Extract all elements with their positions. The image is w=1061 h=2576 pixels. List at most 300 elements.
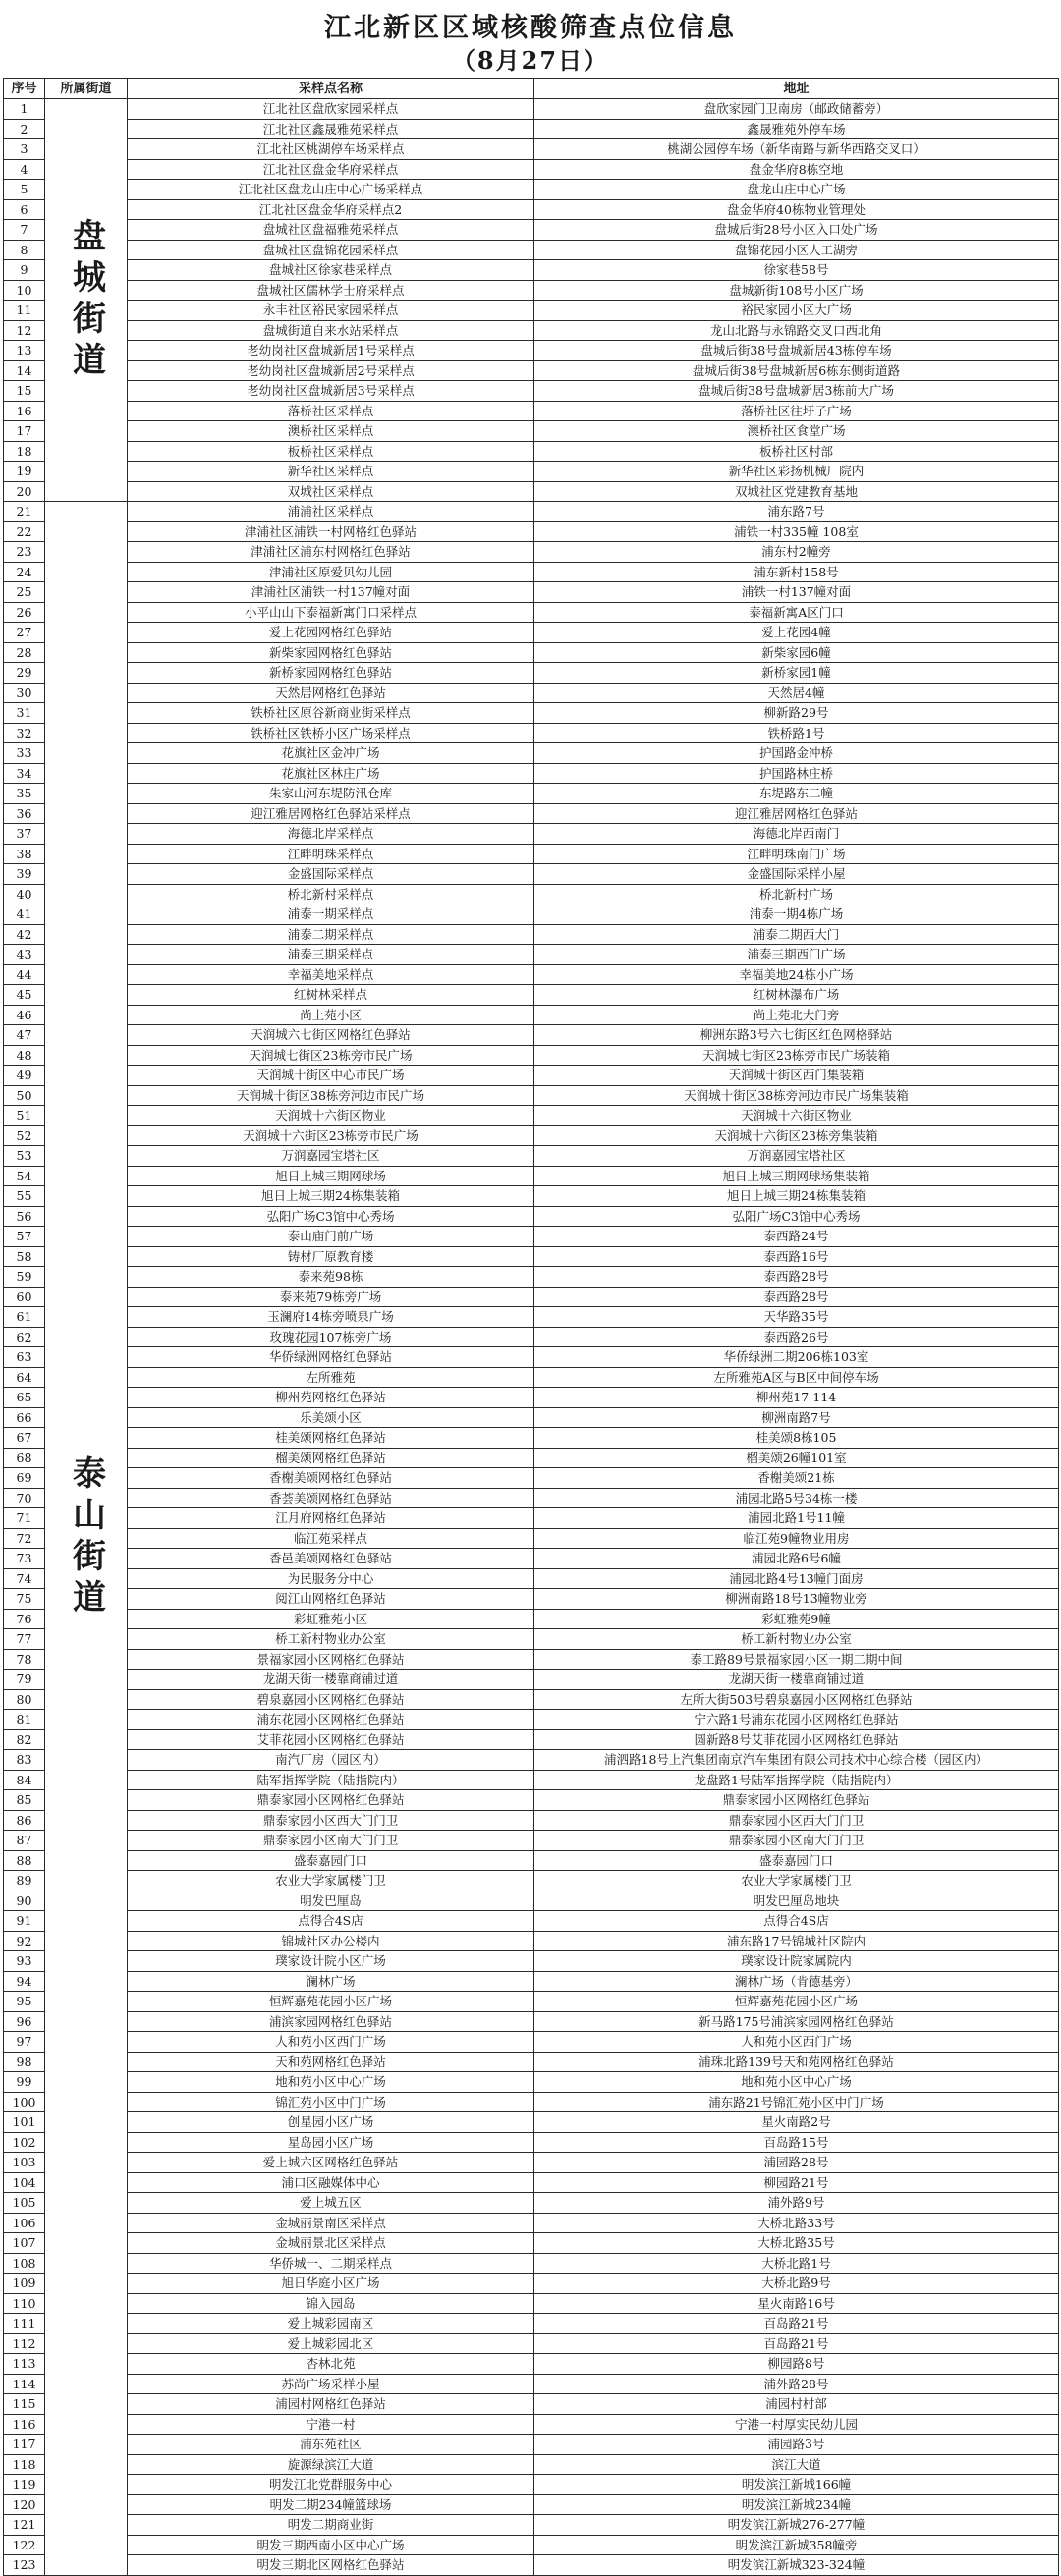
site-address: 浦园路3号 bbox=[534, 2435, 1059, 2455]
table-row bbox=[4, 1066, 1059, 1086]
site-address: 泰西路24号 bbox=[534, 1227, 1059, 1247]
site-address: 浦珠北路139号天和苑网格红色驿站 bbox=[534, 2052, 1059, 2072]
table-row bbox=[4, 784, 1059, 804]
site-name: 迎江雅居网格红色驿站采样点 bbox=[128, 803, 534, 824]
site-address: 明发滨江新城166幢 bbox=[534, 2475, 1059, 2495]
site-address: 浦铁一村335幢 108室 bbox=[534, 521, 1059, 542]
row-index: 103 bbox=[4, 2153, 45, 2173]
table-row bbox=[4, 2052, 1059, 2072]
site-address: 新桥家园1幢 bbox=[534, 663, 1059, 684]
row-index: 10 bbox=[4, 280, 45, 301]
table-row bbox=[4, 2253, 1059, 2274]
table-row bbox=[4, 1246, 1059, 1267]
row-index: 88 bbox=[4, 1850, 45, 1871]
site-address: 左所雅苑A区与B区中间停车场 bbox=[534, 1367, 1059, 1388]
site-address: 柳园路21号 bbox=[534, 2172, 1059, 2193]
row-index: 18 bbox=[4, 441, 45, 462]
row-index: 112 bbox=[4, 2333, 45, 2354]
row-index: 53 bbox=[4, 1146, 45, 1167]
row-index: 80 bbox=[4, 1689, 45, 1710]
row-index: 58 bbox=[4, 1246, 45, 1267]
site-name: 爱上城五区 bbox=[128, 2193, 534, 2214]
row-index: 95 bbox=[4, 1992, 45, 2012]
table-row bbox=[4, 945, 1059, 965]
row-index: 83 bbox=[4, 1750, 45, 1771]
site-address: 浦泰三期西门广场 bbox=[534, 945, 1059, 965]
table-row bbox=[4, 280, 1059, 301]
site-address: 浦东路21号锦汇苑小区中门广场 bbox=[534, 2092, 1059, 2112]
site-address: 柳州苑17-114 bbox=[534, 1388, 1059, 1408]
row-index: 12 bbox=[4, 320, 45, 341]
row-index: 22 bbox=[4, 521, 45, 542]
row-index: 9 bbox=[4, 260, 45, 281]
site-address: 盘金华府8栋空地 bbox=[534, 159, 1059, 180]
row-index: 123 bbox=[4, 2555, 45, 2576]
row-index: 101 bbox=[4, 2112, 45, 2133]
table-row bbox=[4, 2374, 1059, 2394]
site-address: 盘城后街28号小区入口处广场 bbox=[534, 220, 1059, 241]
site-name: 浦东苑社区 bbox=[128, 2435, 534, 2455]
table-row bbox=[4, 2032, 1059, 2053]
site-name: 永丰社区裕民家园采样点 bbox=[128, 301, 534, 321]
row-index: 82 bbox=[4, 1729, 45, 1750]
site-address: 桥北新村广场 bbox=[534, 884, 1059, 904]
street-cell bbox=[45, 502, 128, 2576]
site-name: 香邑美颂网格红色驿站 bbox=[128, 1549, 534, 1569]
site-address: 金盛国际采样小屋 bbox=[534, 864, 1059, 885]
table-row bbox=[4, 1025, 1059, 1046]
site-name: 阅江山网格红色驿站 bbox=[128, 1589, 534, 1610]
site-name: 华侨绿洲网格红色驿站 bbox=[128, 1347, 534, 1368]
site-name: 彩虹雅苑小区 bbox=[128, 1609, 534, 1629]
table-row bbox=[4, 1589, 1059, 1610]
site-address: 天润城七街区23栋旁市民广场装箱 bbox=[534, 1045, 1059, 1066]
row-index: 64 bbox=[4, 1367, 45, 1388]
row-index: 68 bbox=[4, 1448, 45, 1468]
site-name: 杏林北苑 bbox=[128, 2354, 534, 2375]
row-index: 87 bbox=[4, 1831, 45, 1851]
table-row bbox=[4, 2233, 1059, 2254]
table-row bbox=[4, 2112, 1059, 2133]
site-name: 点得合4S店 bbox=[128, 1911, 534, 1932]
site-name: 天润城十六街区23栋旁市民广场 bbox=[128, 1125, 534, 1146]
site-name: 星岛园小区广场 bbox=[128, 2132, 534, 2153]
row-index: 28 bbox=[4, 642, 45, 663]
site-address: 东堤路东二幢 bbox=[534, 784, 1059, 804]
table-row bbox=[4, 1448, 1059, 1468]
site-name: 澳桥社区采样点 bbox=[128, 421, 534, 442]
site-address: 旭日上城三期网球场集装箱 bbox=[534, 1166, 1059, 1186]
table-row bbox=[4, 1227, 1059, 1247]
row-index: 76 bbox=[4, 1609, 45, 1629]
table-row bbox=[4, 2274, 1059, 2294]
table-row bbox=[4, 1327, 1059, 1347]
row-index: 5 bbox=[4, 180, 45, 200]
site-name: 天润城七街区23栋旁市民广场 bbox=[128, 1045, 534, 1066]
site-address: 旭日上城三期24栋集装箱 bbox=[534, 1186, 1059, 1207]
table-row bbox=[4, 1367, 1059, 1388]
site-name: 旭日上城三期网球场 bbox=[128, 1166, 534, 1186]
site-name: 红树林采样点 bbox=[128, 985, 534, 1006]
table-row bbox=[4, 904, 1059, 925]
row-index: 7 bbox=[4, 220, 45, 241]
site-address: 浦东路17号锦城社区院内 bbox=[534, 1931, 1059, 1951]
table-row bbox=[4, 401, 1059, 421]
site-name: 铁桥社区原谷新商业街采样点 bbox=[128, 703, 534, 724]
row-index: 109 bbox=[4, 2274, 45, 2294]
site-name: 天润城十街区38栋旁河边市民广场 bbox=[128, 1085, 534, 1106]
site-address: 盘城后街38号盘城新居43栋停车场 bbox=[534, 341, 1059, 361]
site-address: 新华社区彩扬机械厂院内 bbox=[534, 462, 1059, 482]
site-address: 泰福新寓A区门口 bbox=[534, 602, 1059, 623]
site-name: 创星园小区广场 bbox=[128, 2112, 534, 2133]
site-address: 璞家设计院家属院内 bbox=[534, 1951, 1059, 1972]
site-address: 落桥社区往圩子广场 bbox=[534, 401, 1059, 421]
table-row bbox=[4, 1146, 1059, 1167]
site-address: 天华路35号 bbox=[534, 1307, 1059, 1328]
site-address: 鑫晟雅苑外停车场 bbox=[534, 119, 1059, 139]
table-row bbox=[4, 1831, 1059, 1851]
row-index: 105 bbox=[4, 2193, 45, 2214]
row-index: 11 bbox=[4, 301, 45, 321]
table-row bbox=[4, 2172, 1059, 2193]
row-index: 17 bbox=[4, 421, 45, 442]
site-address: 彩虹雅苑9幢 bbox=[534, 1609, 1059, 1629]
site-name: 鼎泰家园小区网格红色驿站 bbox=[128, 1790, 534, 1811]
site-name: 泰山庙门前广场 bbox=[128, 1227, 534, 1247]
site-address: 大桥北路33号 bbox=[534, 2213, 1059, 2233]
site-name: 玉澜府14栋旁喷泉广场 bbox=[128, 1307, 534, 1328]
site-name: 锦入园岛 bbox=[128, 2293, 534, 2314]
site-name: 桥北新村采样点 bbox=[128, 884, 534, 904]
site-address: 江畔明珠南门广场 bbox=[534, 844, 1059, 864]
document-title: 江北新区区域核酸筛查点位信息 bbox=[324, 13, 737, 43]
site-address: 柳园路8号 bbox=[534, 2354, 1059, 2375]
site-name: 明发二期商业街 bbox=[128, 2515, 534, 2536]
site-name: 天和苑网格红色驿站 bbox=[128, 2052, 534, 2072]
table-row bbox=[4, 462, 1059, 482]
row-index: 42 bbox=[4, 924, 45, 945]
site-address: 尚上苑北大门旁 bbox=[534, 1005, 1059, 1025]
row-index: 60 bbox=[4, 1287, 45, 1307]
row-index: 38 bbox=[4, 844, 45, 864]
site-address: 柳新路29号 bbox=[534, 703, 1059, 724]
site-name: 江北社区盘金华府采样点2 bbox=[128, 199, 534, 220]
row-index: 40 bbox=[4, 884, 45, 904]
site-name: 万润嘉园宝塔社区 bbox=[128, 1146, 534, 1167]
table-row bbox=[4, 1045, 1059, 1066]
row-index: 61 bbox=[4, 1307, 45, 1328]
site-name: 人和苑小区西门广场 bbox=[128, 2032, 534, 2053]
table-row bbox=[4, 542, 1059, 563]
site-name: 浦园村网格红色驿站 bbox=[128, 2394, 534, 2415]
row-index: 94 bbox=[4, 1971, 45, 1992]
site-name: 爱上城彩园南区 bbox=[128, 2314, 534, 2334]
table-row bbox=[4, 723, 1059, 743]
row-index: 71 bbox=[4, 1508, 45, 1529]
site-address: 龙山北路与永锦路交叉口西北角 bbox=[534, 320, 1059, 341]
table-row bbox=[4, 2475, 1059, 2495]
row-index: 89 bbox=[4, 1871, 45, 1891]
site-name: 津浦社区浦铁一村137幢对面 bbox=[128, 582, 534, 603]
site-address: 滨江大道 bbox=[534, 2454, 1059, 2475]
site-address: 盘龙山庄中心广场 bbox=[534, 180, 1059, 200]
row-index: 92 bbox=[4, 1931, 45, 1951]
row-index: 78 bbox=[4, 1649, 45, 1670]
site-address: 桂美颂8栋105 bbox=[534, 1428, 1059, 1449]
row-index: 90 bbox=[4, 1891, 45, 1911]
table-row bbox=[4, 2314, 1059, 2334]
row-index: 66 bbox=[4, 1407, 45, 1428]
table-row bbox=[4, 1810, 1059, 1831]
table-row bbox=[4, 2515, 1059, 2536]
site-name: 金城丽景北区采样点 bbox=[128, 2233, 534, 2254]
site-name: 锦汇苑小区中门广场 bbox=[128, 2092, 534, 2112]
site-name: 海德北岸采样点 bbox=[128, 824, 534, 845]
row-index: 85 bbox=[4, 1790, 45, 1811]
site-name: 老幼岗社区盘城新居2号采样点 bbox=[128, 360, 534, 381]
site-name: 金城丽景南区采样点 bbox=[128, 2213, 534, 2233]
site-address: 盘城后街38号盘城新居3栋前大广场 bbox=[534, 381, 1059, 402]
row-index: 21 bbox=[4, 502, 45, 522]
table-row bbox=[4, 663, 1059, 684]
row-index: 84 bbox=[4, 1770, 45, 1790]
site-address: 泰西路28号 bbox=[534, 1267, 1059, 1288]
site-name: 江北社区盘龙山庄中心广场采样点 bbox=[128, 180, 534, 200]
site-address: 恒辉嘉苑花园小区广场 bbox=[534, 1992, 1059, 2012]
site-name: 乐美颂小区 bbox=[128, 1407, 534, 1428]
row-index: 43 bbox=[4, 945, 45, 965]
site-name: 浦口区融媒体中心 bbox=[128, 2172, 534, 2193]
site-name: 江北社区鑫晟雅苑采样点 bbox=[128, 119, 534, 139]
table-row bbox=[4, 1971, 1059, 1992]
street-cell bbox=[45, 99, 128, 502]
site-name: 香荟美颂网格红色驿站 bbox=[128, 1488, 534, 1508]
site-name: 明发三期西南小区中心广场 bbox=[128, 2535, 534, 2555]
site-name: 尚上苑小区 bbox=[128, 1005, 534, 1025]
site-name: 苏尚广场采样小屋 bbox=[128, 2374, 534, 2394]
table-row bbox=[4, 180, 1059, 200]
table-row bbox=[4, 1710, 1059, 1730]
site-address: 宁六路1号浦东花园小区网格红色驿站 bbox=[534, 1710, 1059, 1730]
site-address: 百岛路21号 bbox=[534, 2314, 1059, 2334]
table-row bbox=[4, 360, 1059, 381]
site-name: 爱上花园网格红色驿站 bbox=[128, 623, 534, 643]
site-name: 江北社区桃湖停车场采样点 bbox=[128, 139, 534, 160]
site-address: 红树林瀑布广场 bbox=[534, 985, 1059, 1006]
site-name: 江月府网格红色驿站 bbox=[128, 1508, 534, 1529]
site-address: 铁桥路1号 bbox=[534, 723, 1059, 743]
site-address: 浦泗路18号上汽集团南京汽车集团有限公司技术中心综合楼（园区内） bbox=[534, 1750, 1059, 1771]
site-address: 迎江雅居网格红色驿站 bbox=[534, 803, 1059, 824]
table-row bbox=[4, 320, 1059, 341]
site-name: 新华社区采样点 bbox=[128, 462, 534, 482]
table-row bbox=[4, 1931, 1059, 1951]
table-row bbox=[4, 341, 1059, 361]
table-row bbox=[4, 1670, 1059, 1690]
table-row bbox=[4, 562, 1059, 582]
table-row bbox=[4, 1850, 1059, 1871]
site-address: 弘阳广场C3馆中心秀场 bbox=[534, 1206, 1059, 1227]
site-name: 盘城街道自来水站采样点 bbox=[128, 320, 534, 341]
site-address: 浦泰二期西大门 bbox=[534, 924, 1059, 945]
site-address: 板桥社区村部 bbox=[534, 441, 1059, 462]
row-index: 108 bbox=[4, 2253, 45, 2274]
table-row bbox=[4, 683, 1059, 703]
site-name: 朱家山河东堤防汛仓库 bbox=[128, 784, 534, 804]
site-address: 明发滨江新城323-324幢 bbox=[534, 2555, 1059, 2576]
table-row bbox=[4, 1428, 1059, 1449]
table-row bbox=[4, 1307, 1059, 1328]
site-name: 浦泰二期采样点 bbox=[128, 924, 534, 945]
site-address: 星火南路16号 bbox=[534, 2293, 1059, 2314]
street-name: 泰山街道 bbox=[66, 1455, 106, 1621]
row-index: 118 bbox=[4, 2454, 45, 2475]
site-address: 临江苑9幢物业用房 bbox=[534, 1528, 1059, 1549]
table-row bbox=[4, 1488, 1059, 1508]
table-row bbox=[4, 1347, 1059, 1368]
site-name: 华侨城一、二期采样点 bbox=[128, 2253, 534, 2274]
row-index: 104 bbox=[4, 2172, 45, 2193]
table-row bbox=[4, 582, 1059, 603]
row-index: 51 bbox=[4, 1106, 45, 1126]
site-name: 香榭美颂网格红色驿站 bbox=[128, 1468, 534, 1489]
row-index: 25 bbox=[4, 582, 45, 603]
site-name: 宁港一村 bbox=[128, 2414, 534, 2435]
site-name: 津浦社区浦铁一村网格红色驿站 bbox=[128, 521, 534, 542]
table-row bbox=[4, 803, 1059, 824]
table-row bbox=[4, 1609, 1059, 1629]
row-index: 65 bbox=[4, 1388, 45, 1408]
site-name: 浦滨家园网格红色驿站 bbox=[128, 2011, 534, 2032]
table-row bbox=[4, 1287, 1059, 1307]
table-row bbox=[4, 985, 1059, 1006]
table-row bbox=[4, 964, 1059, 985]
row-index: 63 bbox=[4, 1347, 45, 1368]
row-index: 26 bbox=[4, 602, 45, 623]
site-name: 天润城十六街区物业 bbox=[128, 1106, 534, 1126]
table-row bbox=[4, 2414, 1059, 2435]
row-index: 74 bbox=[4, 1568, 45, 1589]
site-name: 地和苑小区中心广场 bbox=[128, 2072, 534, 2093]
table-row bbox=[4, 2494, 1059, 2515]
site-name: 南汽厂房（园区内） bbox=[128, 1750, 534, 1771]
site-address: 浦园路28号 bbox=[534, 2153, 1059, 2173]
row-index: 36 bbox=[4, 803, 45, 824]
row-index: 70 bbox=[4, 1488, 45, 1508]
table-row bbox=[4, 642, 1059, 663]
row-index: 62 bbox=[4, 1327, 45, 1347]
site-name: 明发江北党群服务中心 bbox=[128, 2475, 534, 2495]
table-row bbox=[4, 381, 1059, 402]
site-address: 柳洲东路3号六七街区红色网格驿站 bbox=[534, 1025, 1059, 1046]
site-name: 弘阳广场C3馆中心秀场 bbox=[128, 1206, 534, 1227]
site-address: 天润城十街区西门集装箱 bbox=[534, 1066, 1059, 1086]
site-name: 津浦社区浦东村网格红色驿站 bbox=[128, 542, 534, 563]
row-index: 100 bbox=[4, 2092, 45, 2112]
table-row bbox=[4, 864, 1059, 885]
site-address: 徐家巷58号 bbox=[534, 260, 1059, 281]
row-index: 32 bbox=[4, 723, 45, 743]
site-address: 农业大学家属楼门卫 bbox=[534, 1871, 1059, 1891]
row-index: 81 bbox=[4, 1710, 45, 1730]
table-row bbox=[4, 99, 1059, 120]
row-index: 56 bbox=[4, 1206, 45, 1227]
sampling-points-table bbox=[3, 78, 1059, 2576]
row-index: 46 bbox=[4, 1005, 45, 1025]
table-row bbox=[4, 1649, 1059, 1670]
row-index: 37 bbox=[4, 824, 45, 845]
site-address: 明发滨江新城234幢 bbox=[534, 2494, 1059, 2515]
table-row bbox=[4, 1750, 1059, 1771]
table-row bbox=[4, 260, 1059, 281]
table-row bbox=[4, 521, 1059, 542]
site-name: 花旗社区金冲广场 bbox=[128, 743, 534, 764]
table-row bbox=[4, 703, 1059, 724]
row-index: 79 bbox=[4, 1670, 45, 1690]
site-address: 浦外路28号 bbox=[534, 2374, 1059, 2394]
table-row bbox=[4, 159, 1059, 180]
site-address: 盘城后街38号盘城新居6栋东侧街道路 bbox=[534, 360, 1059, 381]
table-row bbox=[4, 2555, 1059, 2576]
table-row bbox=[4, 1951, 1059, 1972]
document-date: （8月27日） bbox=[451, 46, 610, 75]
row-index: 6 bbox=[4, 199, 45, 220]
table-row bbox=[4, 1106, 1059, 1126]
row-index: 96 bbox=[4, 2011, 45, 2032]
site-address: 盘金华府40栋物业管理处 bbox=[534, 199, 1059, 220]
row-index: 30 bbox=[4, 683, 45, 703]
table-row bbox=[4, 1992, 1059, 2012]
site-address: 浦铁一村137幢对面 bbox=[534, 582, 1059, 603]
site-address: 天润城十六街区物业 bbox=[534, 1106, 1059, 1126]
site-address: 澳桥社区食堂广场 bbox=[534, 421, 1059, 442]
site-name: 新柴家园网格红色驿站 bbox=[128, 642, 534, 663]
site-name: 爱上城彩园北区 bbox=[128, 2333, 534, 2354]
table-row bbox=[4, 2072, 1059, 2093]
site-address: 新马路175号浦滨家园网格红色驿站 bbox=[534, 2011, 1059, 2032]
site-name: 明发二期234幢篮球场 bbox=[128, 2494, 534, 2515]
site-name: 津浦社区原爱贝幼儿园 bbox=[128, 562, 534, 582]
site-address: 柳洲南路7号 bbox=[534, 1407, 1059, 1428]
site-address: 海德北岸西南门 bbox=[534, 824, 1059, 845]
table-row bbox=[4, 2153, 1059, 2173]
row-index: 69 bbox=[4, 1468, 45, 1489]
row-index: 73 bbox=[4, 1549, 45, 1569]
row-index: 111 bbox=[4, 2314, 45, 2334]
row-index: 34 bbox=[4, 763, 45, 784]
table-row bbox=[4, 421, 1059, 442]
table-row bbox=[4, 763, 1059, 784]
site-name: 盘城社区儒林学士府采样点 bbox=[128, 280, 534, 301]
row-index: 113 bbox=[4, 2354, 45, 2375]
table-row bbox=[4, 1206, 1059, 1227]
site-address: 天润城十六街区23栋旁集装箱 bbox=[534, 1125, 1059, 1146]
site-name: 盘城社区徐家巷采样点 bbox=[128, 260, 534, 281]
site-name: 江北社区盘金华府采样点 bbox=[128, 159, 534, 180]
table-row bbox=[4, 743, 1059, 764]
site-name: 陆军指挥学院（陆指院内） bbox=[128, 1770, 534, 1790]
row-index: 57 bbox=[4, 1227, 45, 1247]
table-row bbox=[4, 602, 1059, 623]
site-name: 鼎泰家园小区南大门门卫 bbox=[128, 1831, 534, 1851]
row-index: 50 bbox=[4, 1085, 45, 1106]
site-name: 恒辉嘉苑花园小区广场 bbox=[128, 1992, 534, 2012]
site-name: 老幼岗社区盘城新居1号采样点 bbox=[128, 341, 534, 361]
site-name: 盘城社区盘福雅苑采样点 bbox=[128, 220, 534, 241]
site-address: 明发滨江新城276-277幢 bbox=[534, 2515, 1059, 2536]
site-address: 明发巴厘岛地块 bbox=[534, 1891, 1059, 1911]
